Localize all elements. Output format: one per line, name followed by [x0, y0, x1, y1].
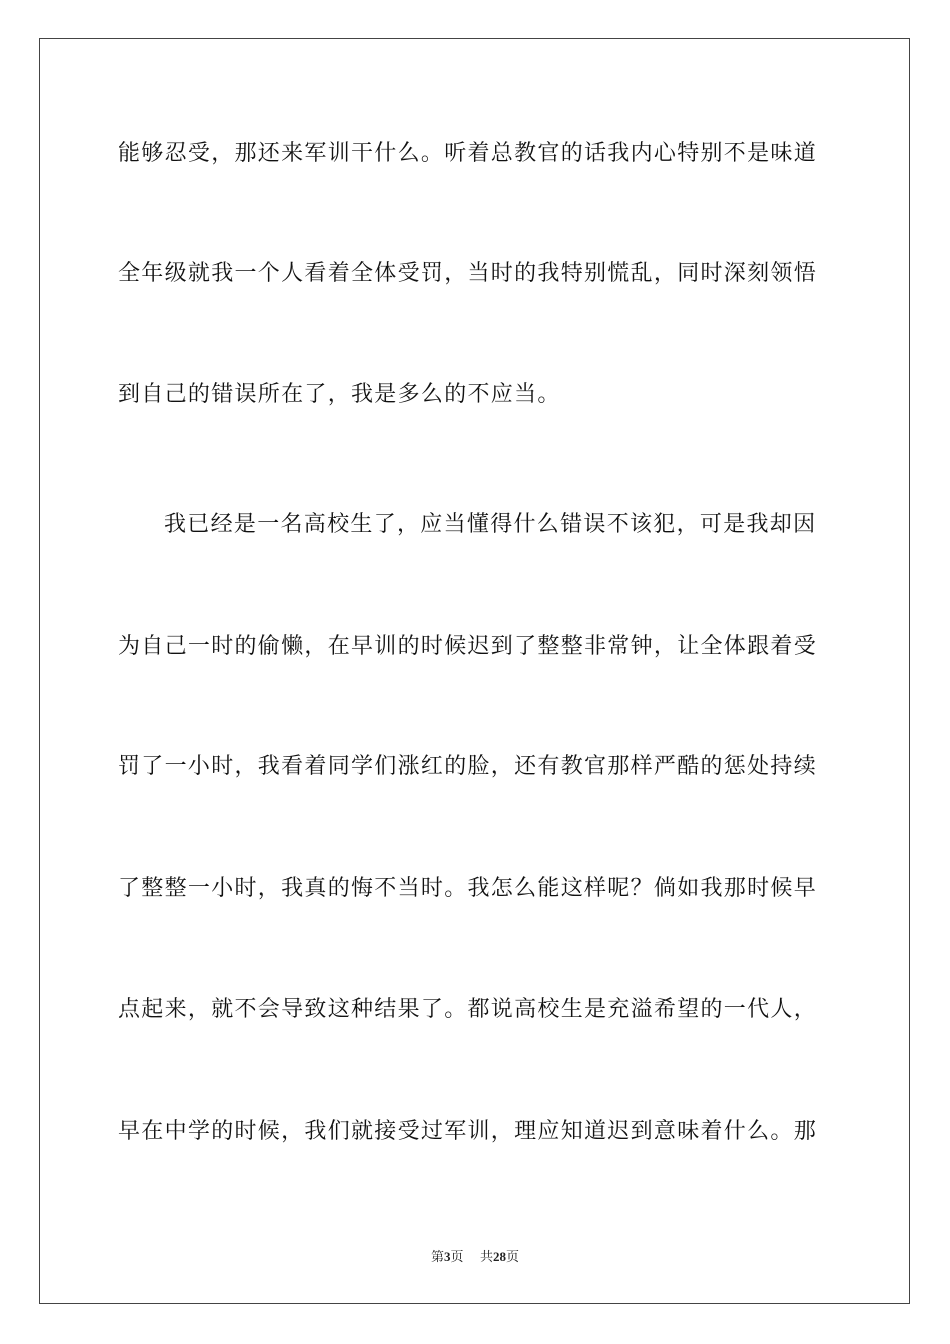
text-line-5: 为自己一时的偷懒，在早训的时候迟到了整整非常钟，让全体跟着受 — [118, 634, 818, 659]
footer-total-prefix: 共 — [480, 1250, 494, 1265]
footer-page-suffix: 页 — [450, 1250, 464, 1265]
footer-total-suffix: 页 — [506, 1250, 520, 1265]
text-line-3: 到自己的错误所在了，我是多么的不应当。 — [118, 382, 561, 407]
page-footer — [0, 1248, 950, 1267]
text-line-1: 能够忍受，那还来军训干什么。听着总教官的话我内心特别不是味道 — [118, 141, 818, 166]
total-pages-number: 28 — [493, 1249, 507, 1264]
text-line-7: 了整整一小时，我真的悔不当时。我怎么能这样呢？倘如我那时候早 — [118, 876, 818, 901]
text-line-2: 全年级就我一个人看着全体受罚，当时的我特别慌乱，同时深刻领悟 — [118, 261, 818, 286]
page-frame — [39, 38, 910, 1304]
text-line-6: 罚了一小时，我看着同学们涨红的脸，还有教官那样严酷的惩处持续 — [118, 754, 818, 779]
footer-page-prefix: 第 — [430, 1250, 444, 1265]
text-line-8: 点起来，就不会导致这种结果了。都说高校生是充溢希望的一代人， — [118, 997, 818, 1022]
paragraph-2-first-line: 我已经是一名高校生了，应当懂得什么错误不该犯，可是我却因 — [164, 512, 817, 537]
current-page-number: 3 — [443, 1249, 451, 1264]
text-line-9: 早在中学的时候，我们就接受过军训，理应知道迟到意味着什么。那 — [118, 1119, 818, 1144]
